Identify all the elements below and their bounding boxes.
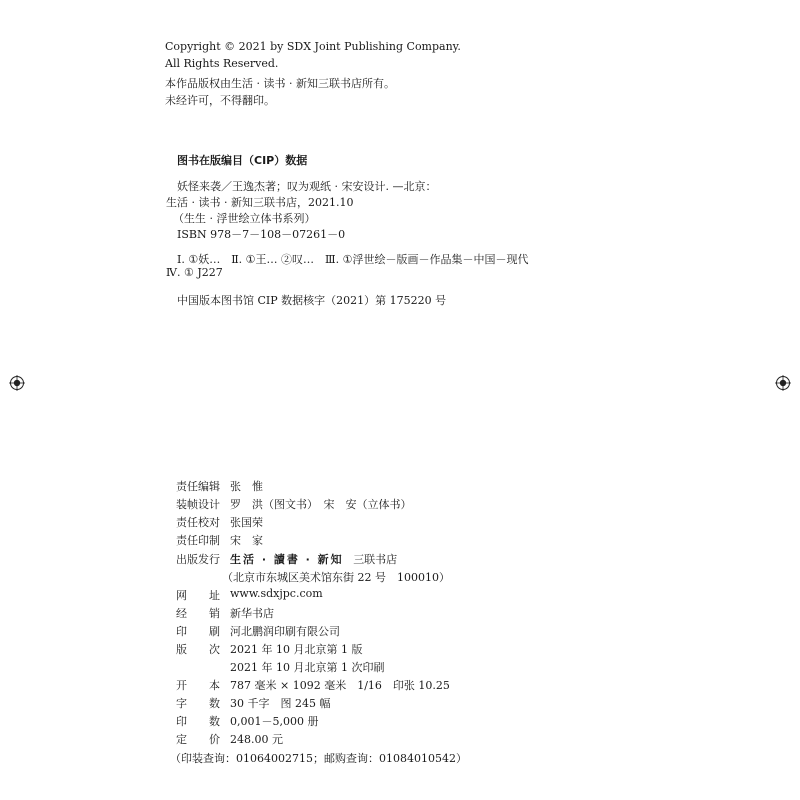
format-value: 787 毫米 × 1092 毫米 1/16 印张 10.25 [230, 679, 450, 692]
cip-classification-line-2: Ⅳ. ① J227 [166, 266, 223, 279]
cip-verification-number: 中国版本图书馆 CIP 数据核字（2021）第 175220 号 [177, 294, 447, 307]
word-count-label: 字 数 [176, 697, 220, 710]
proof-value: 张国荣 [230, 516, 263, 529]
print-supervisor-value: 宋 家 [230, 534, 263, 547]
editor-label: 责任编辑 [176, 480, 220, 493]
publisher-address: （北京市东城区美术馆东街 22 号 100010） [222, 571, 450, 584]
price-label: 定 价 [176, 733, 220, 746]
design-value: 罗 洪（图文书） 宋 安（立体书） [230, 498, 412, 511]
cip-series-line: （生生 · 浮世绘立体书系列） [173, 212, 316, 225]
edition-label: 版 次 [176, 643, 220, 656]
cip-title: 图书在版编目（CIP）数据 [177, 154, 308, 167]
editor-value: 张 惟 [230, 480, 263, 493]
distributor-value: 新华书店 [230, 607, 274, 620]
inquiry-contacts: （印装查询：01064002715；邮购查询：01084010542） [170, 752, 467, 765]
publisher-label: 出版发行 [176, 553, 220, 566]
format-label: 开 本 [176, 679, 220, 692]
cip-entry-line-2: 生活 · 读书 · 新知三联书店，2021.10 [166, 196, 354, 209]
rights-reserved-line: All Rights Reserved. [165, 57, 279, 70]
copies-value: 0,001－5,000 册 [230, 715, 319, 728]
printer-value: 河北鹏润印刷有限公司 [230, 625, 340, 638]
publisher-value [230, 551, 397, 567]
print-supervisor-label: 责任印制 [176, 534, 220, 547]
copies-label: 印 数 [176, 715, 220, 728]
registration-mark-icon-left [9, 375, 25, 391]
price-value: 248.00 元 [230, 733, 283, 746]
design-label: 装帧设计 [176, 498, 220, 511]
word-count-value: 30 千字 图 245 幅 [230, 697, 331, 710]
publisher-logo-text: 生活 · 讀書 · 新知 [230, 553, 344, 566]
printing-value: 2021 年 10 月北京第 1 次印刷 [230, 661, 385, 674]
printer-label: 印 刷 [176, 625, 220, 638]
cip-entry-line-1: 妖怪来袭／王逸杰著；叹为观纸 · 宋安设计. —北京： [177, 180, 437, 193]
cip-isbn: ISBN 978－7－108－07261－0 [177, 228, 346, 241]
copyright-block [165, 40, 565, 110]
website-label: 网 址 [176, 589, 220, 602]
copyright-line-english: Copyright © 2021 by SDX Joint Publishing Company. [165, 40, 461, 53]
proof-label: 责任校对 [176, 516, 220, 529]
registration-mark-icon-right [775, 375, 791, 391]
edition-value: 2021 年 10 月北京第 1 版 [230, 643, 363, 656]
website-value: www.sdxjpc.com [230, 587, 323, 600]
no-reprint-notice: 未经许可，不得翻印。 [165, 94, 275, 107]
publisher-name: 三联书店 [353, 553, 398, 566]
distributor-label: 经 销 [176, 607, 220, 620]
copyright-line-chinese: 本作品版权由生活 · 读书 · 新知三联书店所有。 [165, 77, 395, 90]
cip-classification-line-1: Ⅰ. ①妖… Ⅱ. ①王… ②叹… Ⅲ. ①浮世绘－版画－作品集－中国－现代 [177, 253, 529, 266]
